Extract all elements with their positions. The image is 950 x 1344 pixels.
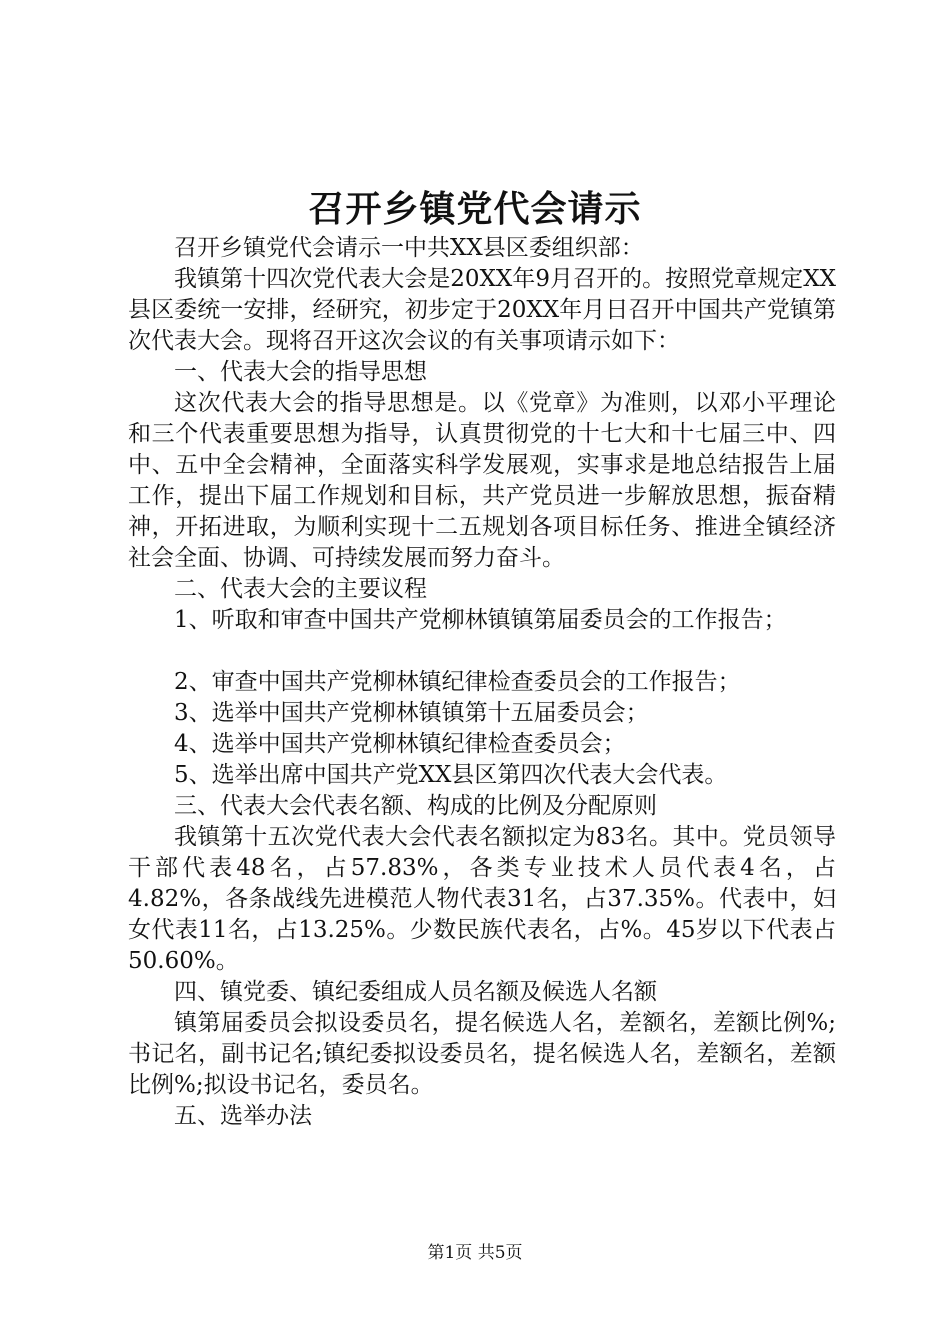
section-heading-1: 一、代表大会的指导思想 [174,359,427,385]
guiding-thought-paragraph: 这次代表大会的指导思想是。以《党章》为准则，以邓小平理论和三个代表重要思想为指导，认真贯彻党的十七大和十七届三中、四中、五中全会精神，全面落实科学发展观，实事求是地总结报告上届工作，提出下届工作规划和目标，共产党员进一步解放思想，振奋精神，开拓进取，为顺利实现十二五规划各项目标任务、推进全镇经济社会全面、协调、可持续发展而努力奋斗。 [128,390,836,571]
section-heading-2: 二、代表大会的主要议程 [174,576,427,602]
salutation: 召开乡镇党代会请示一中共XX县区委组织部： [174,235,644,261]
agenda-item-1: 1、听取和审查中国共产党柳林镇镇第届委员会的工作报告； [174,607,787,633]
section-heading-4: 四、镇党委、镇纪委组成人员名额及候选人名额 [174,979,657,1005]
committee-quota-paragraph: 镇第届委员会拟设委员名，提名候选人名，差额名，差额比例%;书记名，副书记名;镇纪委拟设委员名，提名候选人名，差额名，差额比例%;拟设书记名，委员名。 [128,1010,836,1098]
agenda-item-4: 4、选举中国共产党柳林镇纪律检查委员会； [174,731,626,757]
page-number-footer: 第1页 共5页 [427,1243,523,1263]
agenda-item-2: 2、审查中国共产党柳林镇纪律检查委员会的工作报告； [174,669,741,695]
document-body [128,233,836,1132]
document-title: 召开乡镇党代会请示 [308,188,642,230]
intro-paragraph: 我镇第十四次党代表大会是20XX年9月召开的。按照党章规定XX县区委统一安排，经研究，初步定于20XX年月日召开中国共产党镇第次代表大会。现将召开这次会议的有关事项请示如下： [128,266,836,354]
agenda-item-3: 3、选举中国共产党柳林镇镇第十五届委员会； [174,700,649,726]
section-heading-3: 三、代表大会代表名额、构成的比例及分配原则 [174,793,657,819]
delegate-quota-paragraph: 我镇第十五次党代表大会代表名额拟定为83名。其中。党员领导干部代表48名，占57.83%，各类专业技术人员代表4名，占4.82%，各条战线先进模范人物代表31名，占37.35%。代表中，妇女代表11名，占13.25%。少数民族代表名，占%。45岁以下代表占50.60%。 [128,824,836,974]
agenda-item-5: 5、选举出席中国共产党XX县区第四次代表大会代表。 [174,762,728,788]
section-heading-5: 五、选举办法 [174,1103,312,1129]
